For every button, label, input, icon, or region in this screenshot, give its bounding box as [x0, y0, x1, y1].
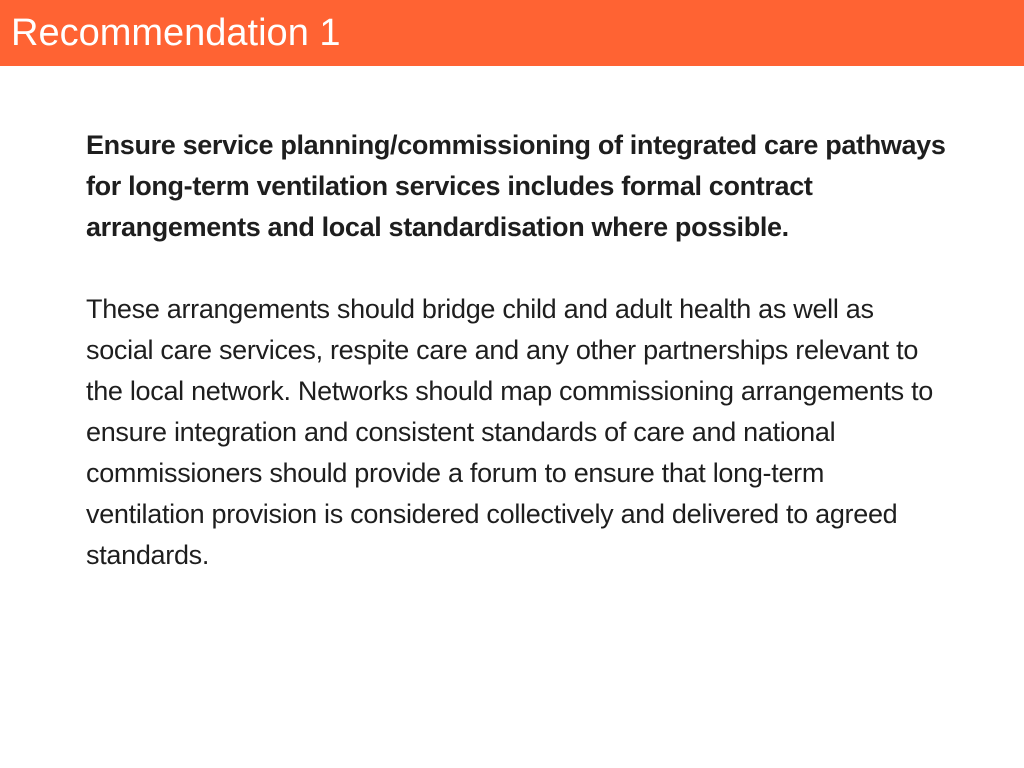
slide-content [86, 125, 946, 576]
recommendation-statement: Ensure service planning/commissioning of integrated care pathways for long-term ventilation services includes formal contract arrangements and local standardisation where possible. [86, 130, 946, 242]
slide-title: Recommendation 1 [11, 12, 341, 54]
recommendation-detail: These arrangements should bridge child and adult health as well as social care services, respite care and any other partnerships relevant to the local network. Networks should map commissioning arrangements to ensure integration and consistent standards of care and national commissioners should provide a forum to ensure that long-term ventilation provision is considered collectively and delivered to agreed standards. [86, 294, 933, 570]
title-bar [0, 0, 1024, 66]
